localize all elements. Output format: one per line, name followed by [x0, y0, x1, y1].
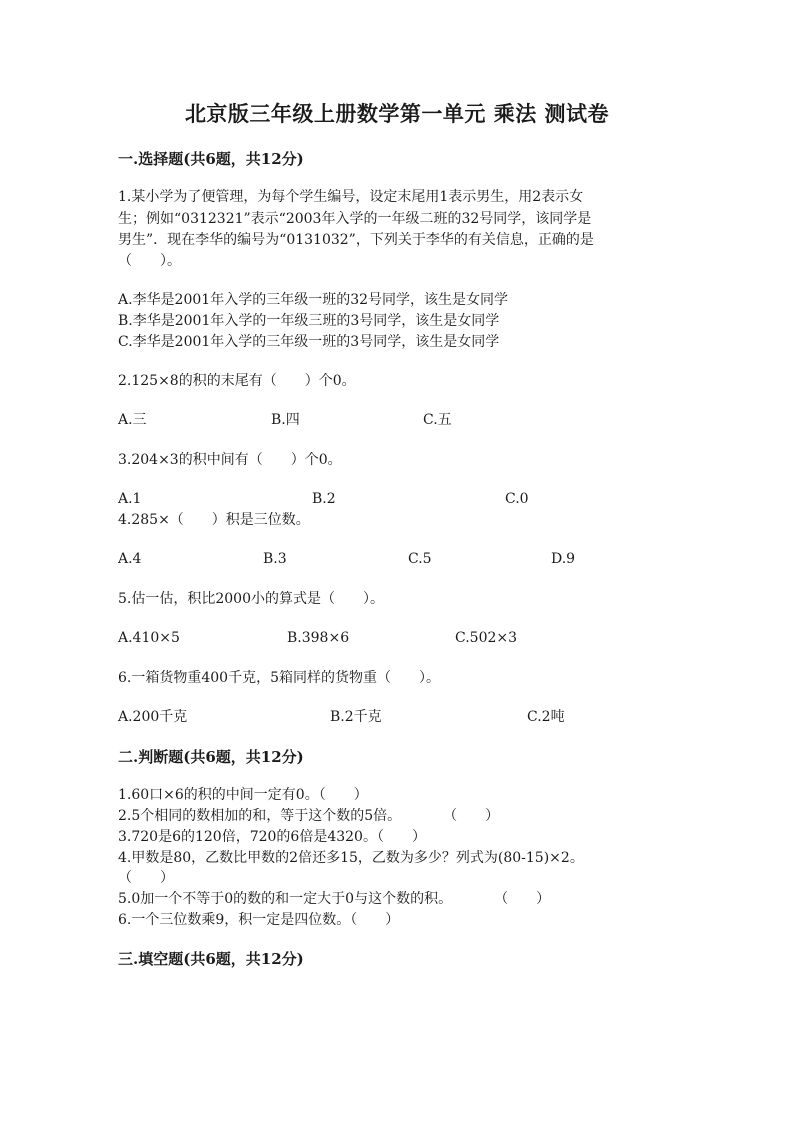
section-heading-fill-in: 三.填空题(共6题，共12分) — [118, 950, 304, 968]
question-2-options — [118, 410, 678, 430]
judgement-item-6: 6.一个三位数乘9，积一定是四位数。（ ） — [118, 912, 400, 928]
question-4-option-d: D.9 — [551, 551, 576, 567]
judgement-item-3: 3.720是6的120倍，720的6倍是4320。（ ） — [118, 829, 426, 845]
judgement-item-5: 5.0加一个不等于0的数的和一定大于0与这个数的积。 （ ） — [118, 891, 551, 907]
judgement-item-4-bracket: （ ） — [118, 870, 174, 886]
question-3-option-c: C.0 — [505, 491, 529, 507]
question-5-options — [118, 628, 678, 648]
question-6-option-b: B.2千克 — [330, 709, 382, 725]
question-1-line-2: 生；例如“0312321”表示“2003年入学的一年级二班的32号同学，该同学是 — [118, 211, 592, 227]
question-1-line-3: 男生”．现在李华的编号为“0131032”，下列关于李华的有关信息，正确的是 — [118, 232, 594, 248]
question-4: 4.285×（ ）积是三位数。 — [118, 512, 310, 528]
section-heading-choice: 一.选择题(共6题，共12分) — [118, 150, 304, 168]
question-3-option-b: B.2 — [312, 491, 336, 507]
question-2-option-c: C.五 — [423, 412, 452, 428]
question-2-option-a: A.三 — [118, 412, 147, 428]
question-3-option-a: A.1 — [118, 491, 142, 507]
question-1-option-c: C.李华是2001年入学的三年级一班的3号同学，该生是女同学 — [118, 334, 500, 350]
question-5-option-a: A.410×5 — [118, 630, 180, 646]
question-2: 2.125×8的积的末尾有（ ）个0。 — [118, 373, 356, 389]
judgement-item-2: 2.5个相同的数相加的和，等于这个数的5倍。 （ ） — [118, 808, 500, 824]
question-6-option-c: C.2吨 — [527, 709, 565, 725]
question-1-line-1: 1.某小学为了便管理，为每个学生编号，设定末尾用1表示男生，用2表示女 — [118, 189, 584, 205]
question-1-line-4: （ ）。 — [118, 253, 181, 269]
question-4-option-c: C.5 — [408, 551, 432, 567]
judgement-item-1: 1.60口×6的积的中间一定有0。（ ） — [118, 787, 368, 803]
question-5: 5.估一估，积比2000小的算式是（ ）。 — [118, 591, 384, 607]
question-6: 6.一箱货物重400千克，5箱同样的货物重（ ）。 — [118, 670, 440, 686]
question-1-option-b: B.李华是2001年入学的一年级三班的3号同学，该生是女同学 — [118, 313, 500, 329]
question-6-options — [118, 707, 678, 727]
page-title: 北京版三年级上册数学第一单元 乘法 测试卷 — [184, 101, 610, 126]
question-4-options — [118, 549, 678, 569]
judgement-item-4: 4.甲数是80，乙数比甲数的2倍还多15，乙数为多少？列式为(80-15)×2。 — [118, 850, 584, 866]
question-3: 3.204×3的积中间有（ ）个0。 — [118, 452, 342, 468]
question-3-options — [118, 489, 678, 509]
question-2-option-b: B.四 — [271, 412, 300, 428]
question-4-option-b: B.3 — [263, 551, 287, 567]
question-4-option-a: A.4 — [118, 551, 142, 567]
question-5-option-c: C.502×3 — [455, 630, 518, 646]
section-heading-judgement: 二.判断题(共6题，共12分) — [118, 748, 304, 766]
question-1-option-a: A.李华是2001年入学的三年级一班的32号同学，该生是女同学 — [118, 292, 509, 308]
question-6-option-a: A.200千克 — [118, 709, 188, 725]
question-5-option-b: B.398×6 — [287, 630, 350, 646]
